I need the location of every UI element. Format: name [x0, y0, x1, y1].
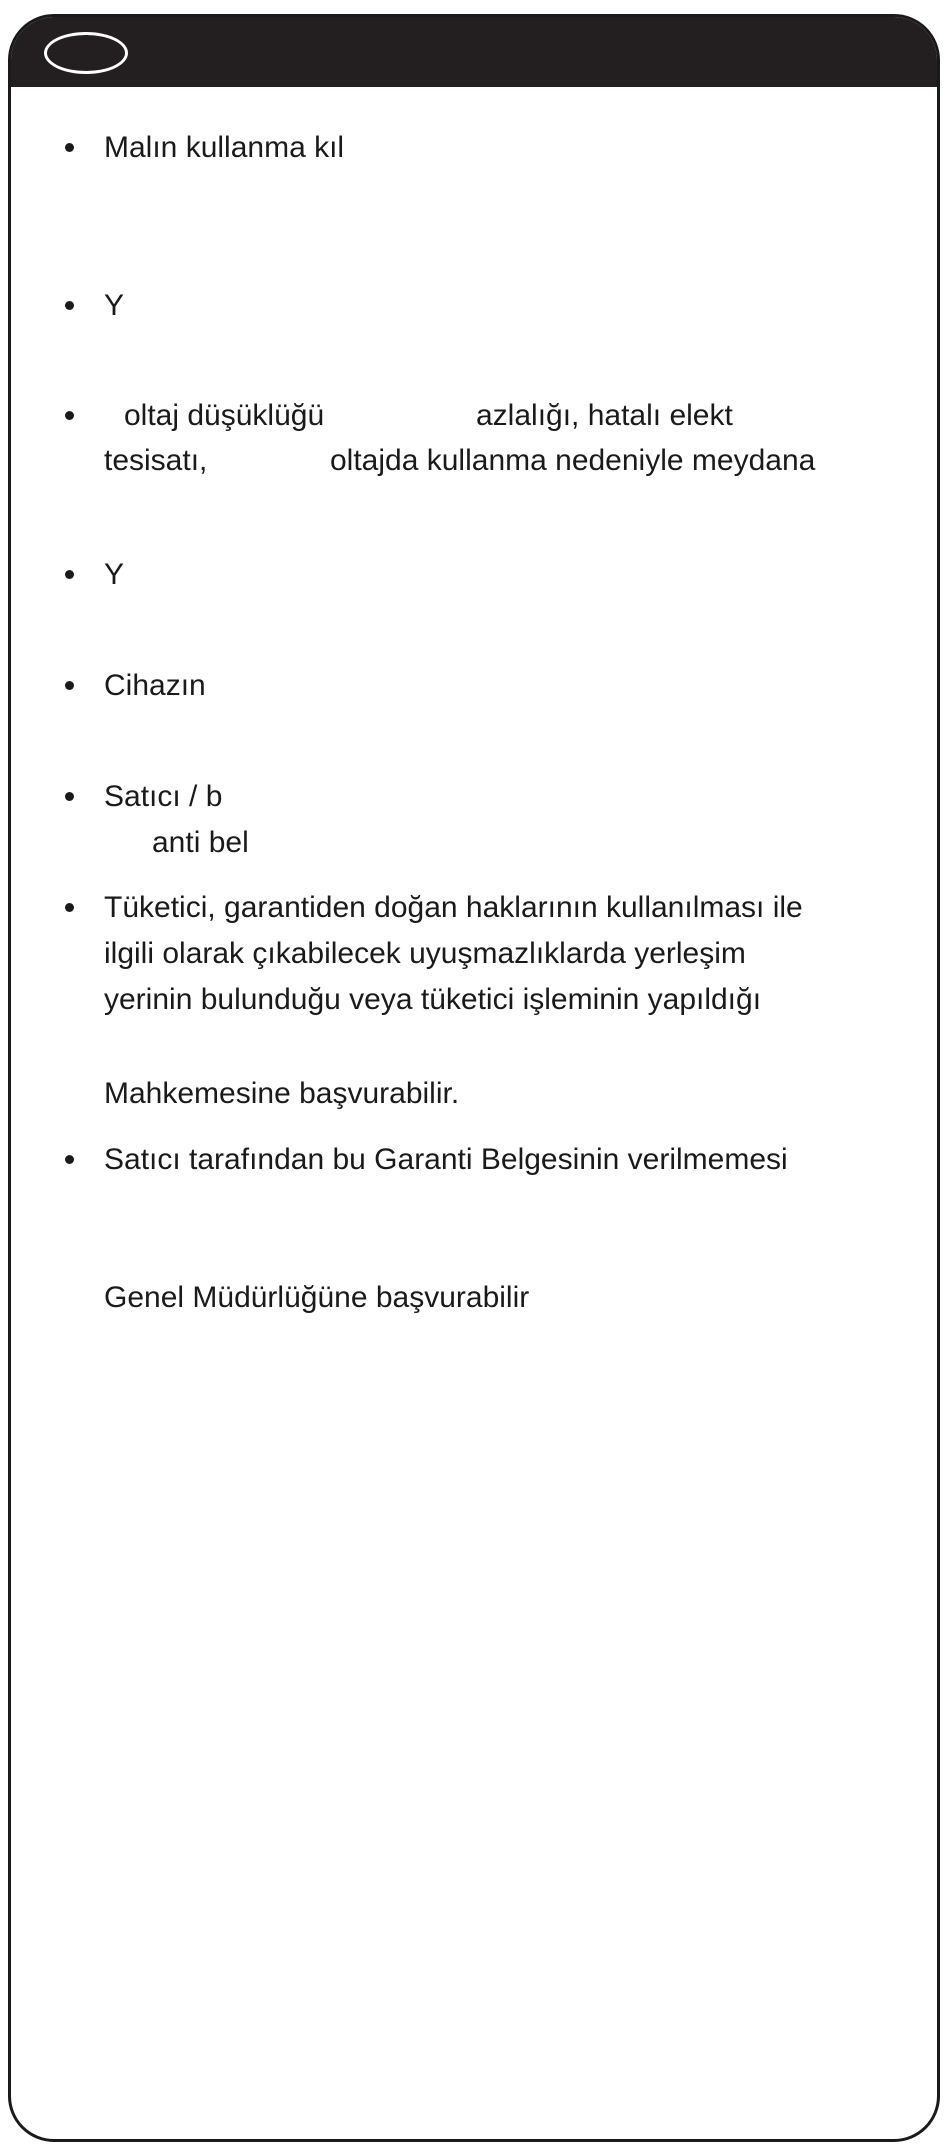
- list-item-text: yerinin bulunduğu veya tüketici işleminin yapıldığı: [104, 983, 762, 1016]
- list-item-text: oltaj düşüklüğü: [124, 399, 325, 432]
- list-item-text: Cihazın: [104, 669, 206, 702]
- list-item-text: azlalığı, hatalı elekt: [476, 399, 733, 432]
- bullet-dot-icon: [65, 143, 74, 152]
- bullet-dot-icon: [65, 903, 74, 912]
- list-item-text: Satıcı / b: [104, 780, 223, 813]
- list-item-text: Y: [104, 558, 125, 591]
- list-item-text: anti bel: [152, 826, 249, 859]
- list-item-text: tesisatı,: [104, 444, 208, 477]
- bullet-dot-icon: [65, 1155, 74, 1164]
- bullet-dot-icon: [65, 301, 74, 310]
- list-item-text: Mahkemesine başvurabilir.: [104, 1077, 460, 1110]
- list-item-text: ilgili olarak çıkabilecek uyuşmazlıklarda yerleşim: [104, 937, 746, 970]
- bullet-dot-icon: [65, 792, 74, 801]
- list-item-text: Malın kullanma kıl: [104, 131, 345, 164]
- list-item-text: Satıcı tarafından bu Garanti Belgesinin verilmemesi: [104, 1143, 788, 1176]
- bullet-dot-icon: [65, 570, 74, 579]
- list-item-text: Y: [104, 289, 125, 322]
- oval-badge-icon: [44, 32, 128, 74]
- header-bar: [11, 17, 937, 87]
- bullet-dot-icon: [65, 411, 74, 420]
- bullet-dot-icon: [65, 681, 74, 690]
- list-item-text: Genel Müdürlüğüne başvurabilir: [104, 1281, 530, 1314]
- list-item-text: oltajda kullanma nedeniyle meydana: [330, 444, 816, 477]
- list-item-text: Tüketici, garantiden doğan haklarının kullanılması ile: [104, 891, 803, 924]
